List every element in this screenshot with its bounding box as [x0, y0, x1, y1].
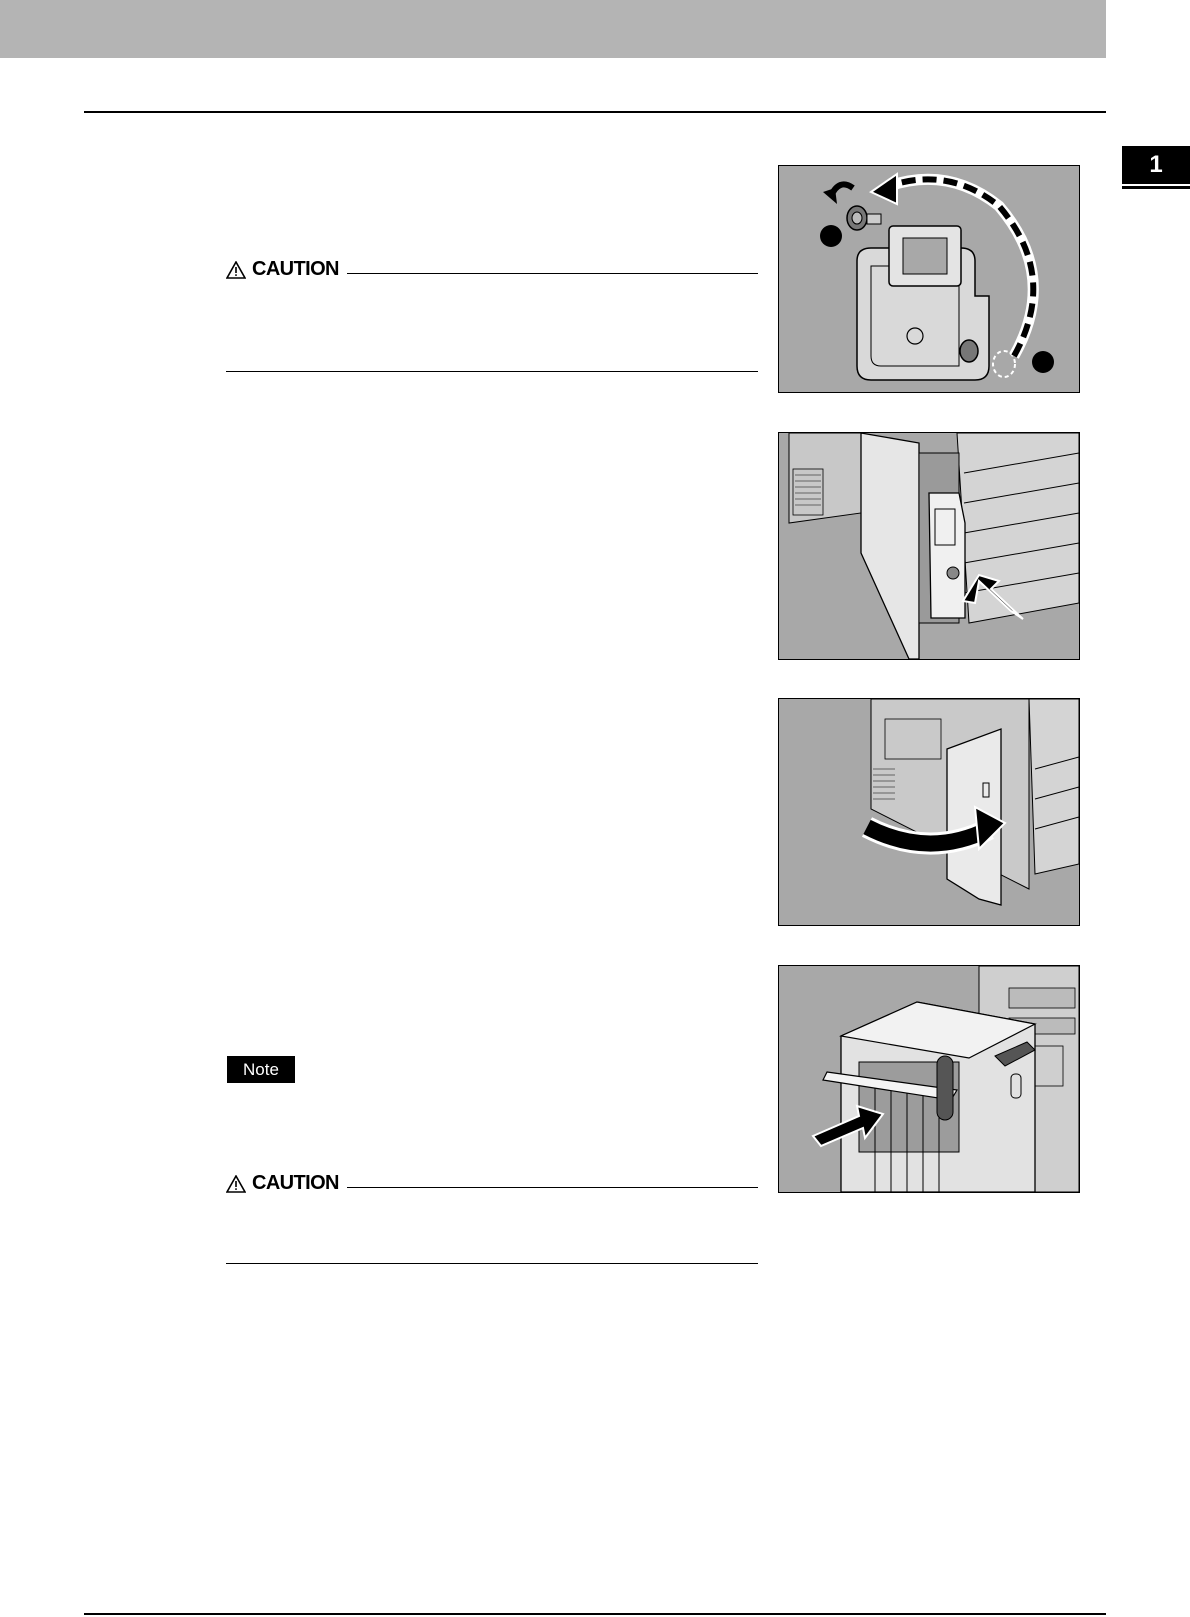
footer-rule	[84, 1613, 1106, 1615]
caution-bottom-rule	[226, 371, 758, 372]
caution-block-2	[226, 1172, 758, 1264]
caution-heading	[226, 1172, 347, 1195]
header-band	[0, 0, 1106, 58]
step-marker-2-icon	[1032, 351, 1054, 373]
chapter-tab[interactable]: 1	[1122, 146, 1190, 184]
header-rule	[84, 111, 1106, 113]
waste-toner-box-icon	[929, 493, 965, 618]
handle-hatch-icon	[937, 1056, 953, 1120]
caution-label: CAUTION	[252, 258, 339, 280]
note-badge: Note	[227, 1056, 295, 1083]
close-front-cover-illustration	[778, 698, 1080, 926]
caution-label: CAUTION	[252, 1172, 339, 1194]
chapter-tab-underline	[1122, 186, 1190, 189]
caution-bottom-rule	[226, 1263, 758, 1264]
caution-block-1	[226, 258, 758, 372]
finisher-insert-illustration	[778, 965, 1080, 1193]
caution-heading	[226, 258, 347, 281]
warning-triangle-icon	[226, 261, 246, 279]
warning-triangle-icon	[226, 1175, 246, 1193]
insert-waste-toner-box-illustration	[778, 432, 1080, 660]
waste-toner-box-cap-illustration	[778, 165, 1080, 393]
step-marker-1-icon	[820, 225, 842, 247]
